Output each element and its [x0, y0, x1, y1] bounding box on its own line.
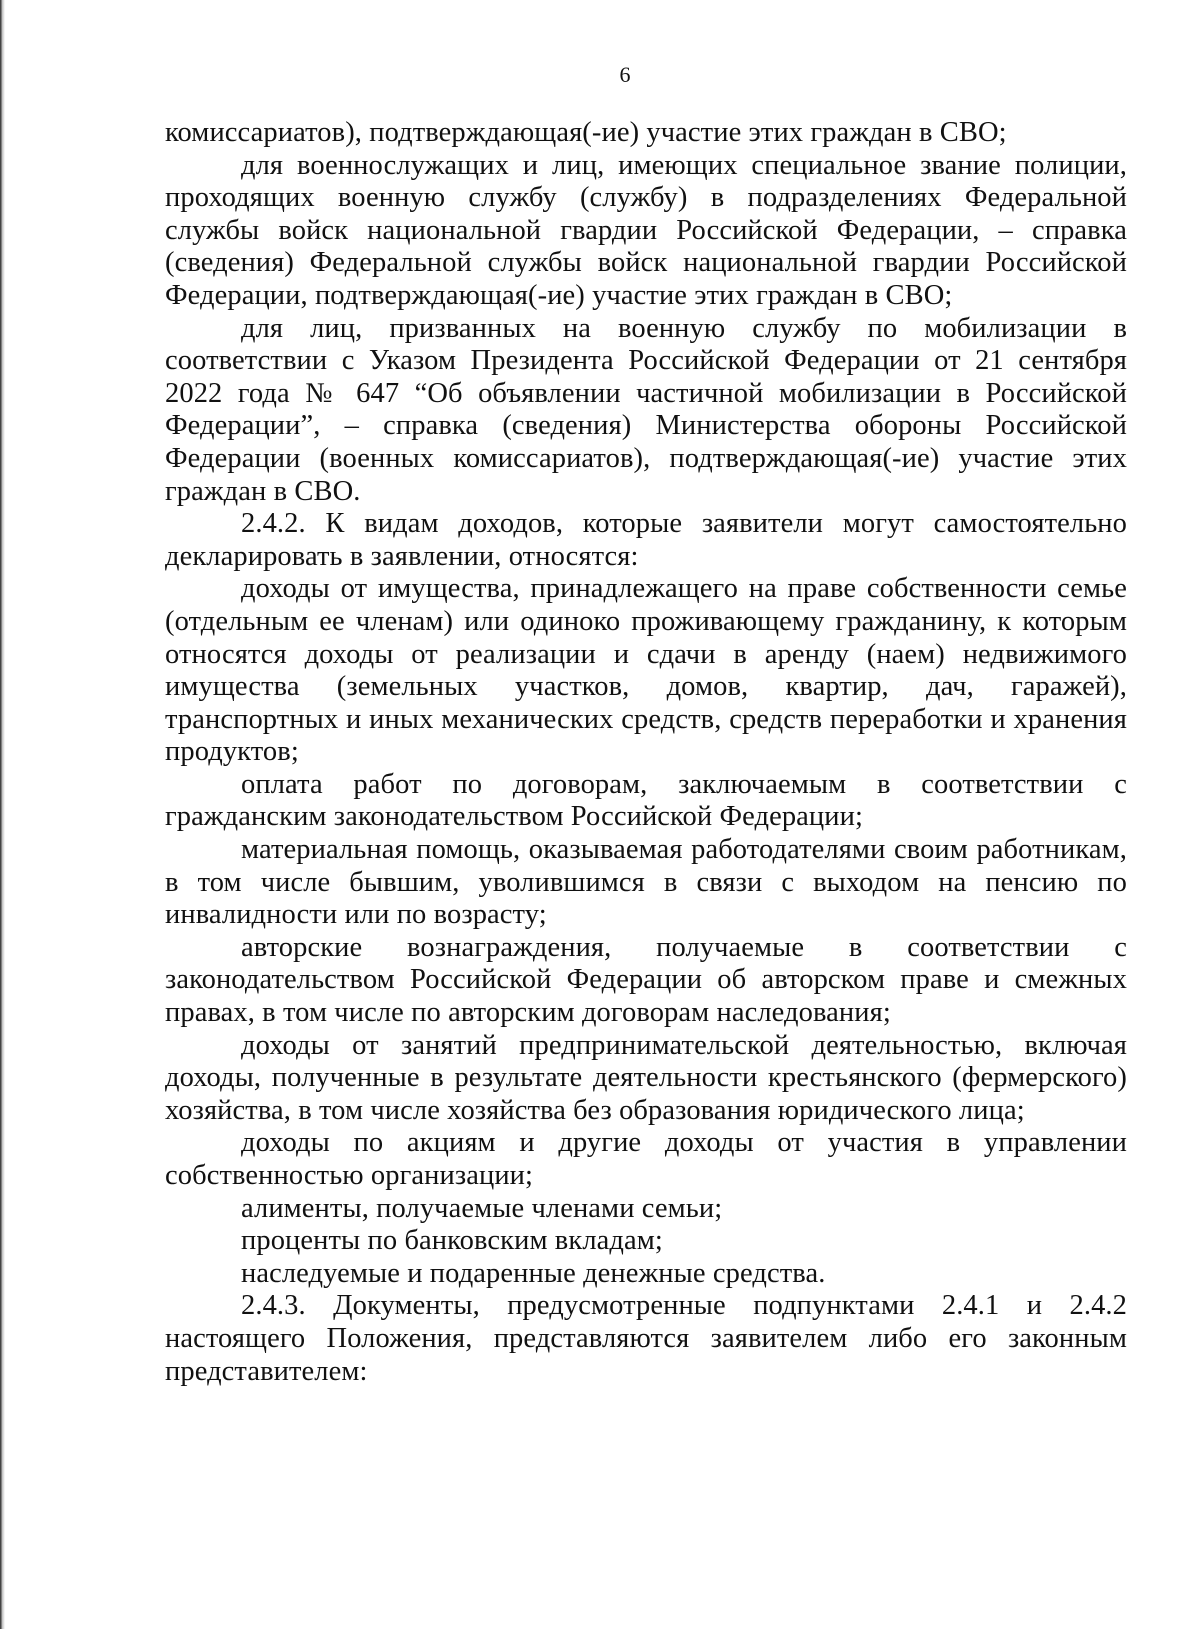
- paragraph: для военнослужащих и лиц, имеющих специальное звание полиции, проходящих военную службу (службу) в подразделениях Федеральной службы войск национальной гвардии Российской Федерации, – справка (сведения) Федеральной службы войск национальной гвардии Российской Федерации, подтверждающая(-ие) участие этих граждан в СВО;: [165, 149, 1127, 311]
- paragraph: наследуемые и подаренные денежные средства.: [241, 1257, 826, 1289]
- paragraph: алименты, получаемые членами семьи;: [241, 1192, 723, 1224]
- paragraph: 2.4.2. К видам доходов, которые заявители могут самостоятельно декларировать в заявлении, относятся:: [165, 508, 1127, 572]
- paragraph: оплата работ по договорам, заключаемым в соответствии с гражданским законодательством Российской Федерации;: [165, 768, 1127, 833]
- paragraph: доходы от занятий предпринимательской деятельностью, включая доходы, полученные в результате деятельности крестьянского (фермерского) хозяйства, в том числе хозяйства без образования юридического лица;: [165, 1029, 1127, 1126]
- page-number: 6: [619, 62, 631, 87]
- paragraph: доходы от имущества, принадлежащего на праве собственности семье (отдельным ее членам) или одиноко проживающему гражданину, к которым относятся доходы от реализации и сдачи в аренду (наем) недвижимого имущества (земельных участков, домов, квартир, дач, гаражей), транспортных и иных механических средств, средств переработки и хранения продуктов;: [165, 573, 1127, 768]
- paragraph: 2.4.3. Документы, предусмотренные подпунктами 2.4.1 и 2.4.2 настоящего Положения, представляются заявителем либо его законным представителем:: [165, 1290, 1127, 1387]
- paragraph: доходы по акциям и другие доходы от участия в управлении собственностью организации;: [165, 1127, 1127, 1191]
- scan-edge-shadow: [0, 0, 5, 1629]
- paragraph: для лиц, призванных на военную службу по мобилизации в соответствии с Указом Президента Российской Федерации от 21 сентября 2022 года № 647 “Об объявлении частичной мобилизации в Российской Федерации”, – справка (сведения) Министерства обороны Российской Федерации (военных комиссариатов), подтверждающая(-ие) участие этих граждан в СВО.: [165, 312, 1127, 507]
- paragraph: авторские вознаграждения, получаемые в соответствии с законодательством Российской Федерации об авторском праве и смежных правах, в том числе по авторским договорам наследования;: [165, 931, 1127, 1029]
- document-body: [165, 117, 1127, 1388]
- paragraph: проценты по банковским вкладам;: [241, 1225, 663, 1257]
- paragraph: материальная помощь, оказываемая работодателями своим работникам, в том числе бывшим, уволившимся в связи с выходом на пенсию по инвалидности или по возрасту;: [165, 834, 1127, 931]
- paragraph: комиссариатов), подтверждающая(-ие) участие этих граждан в СВО;: [165, 117, 1007, 148]
